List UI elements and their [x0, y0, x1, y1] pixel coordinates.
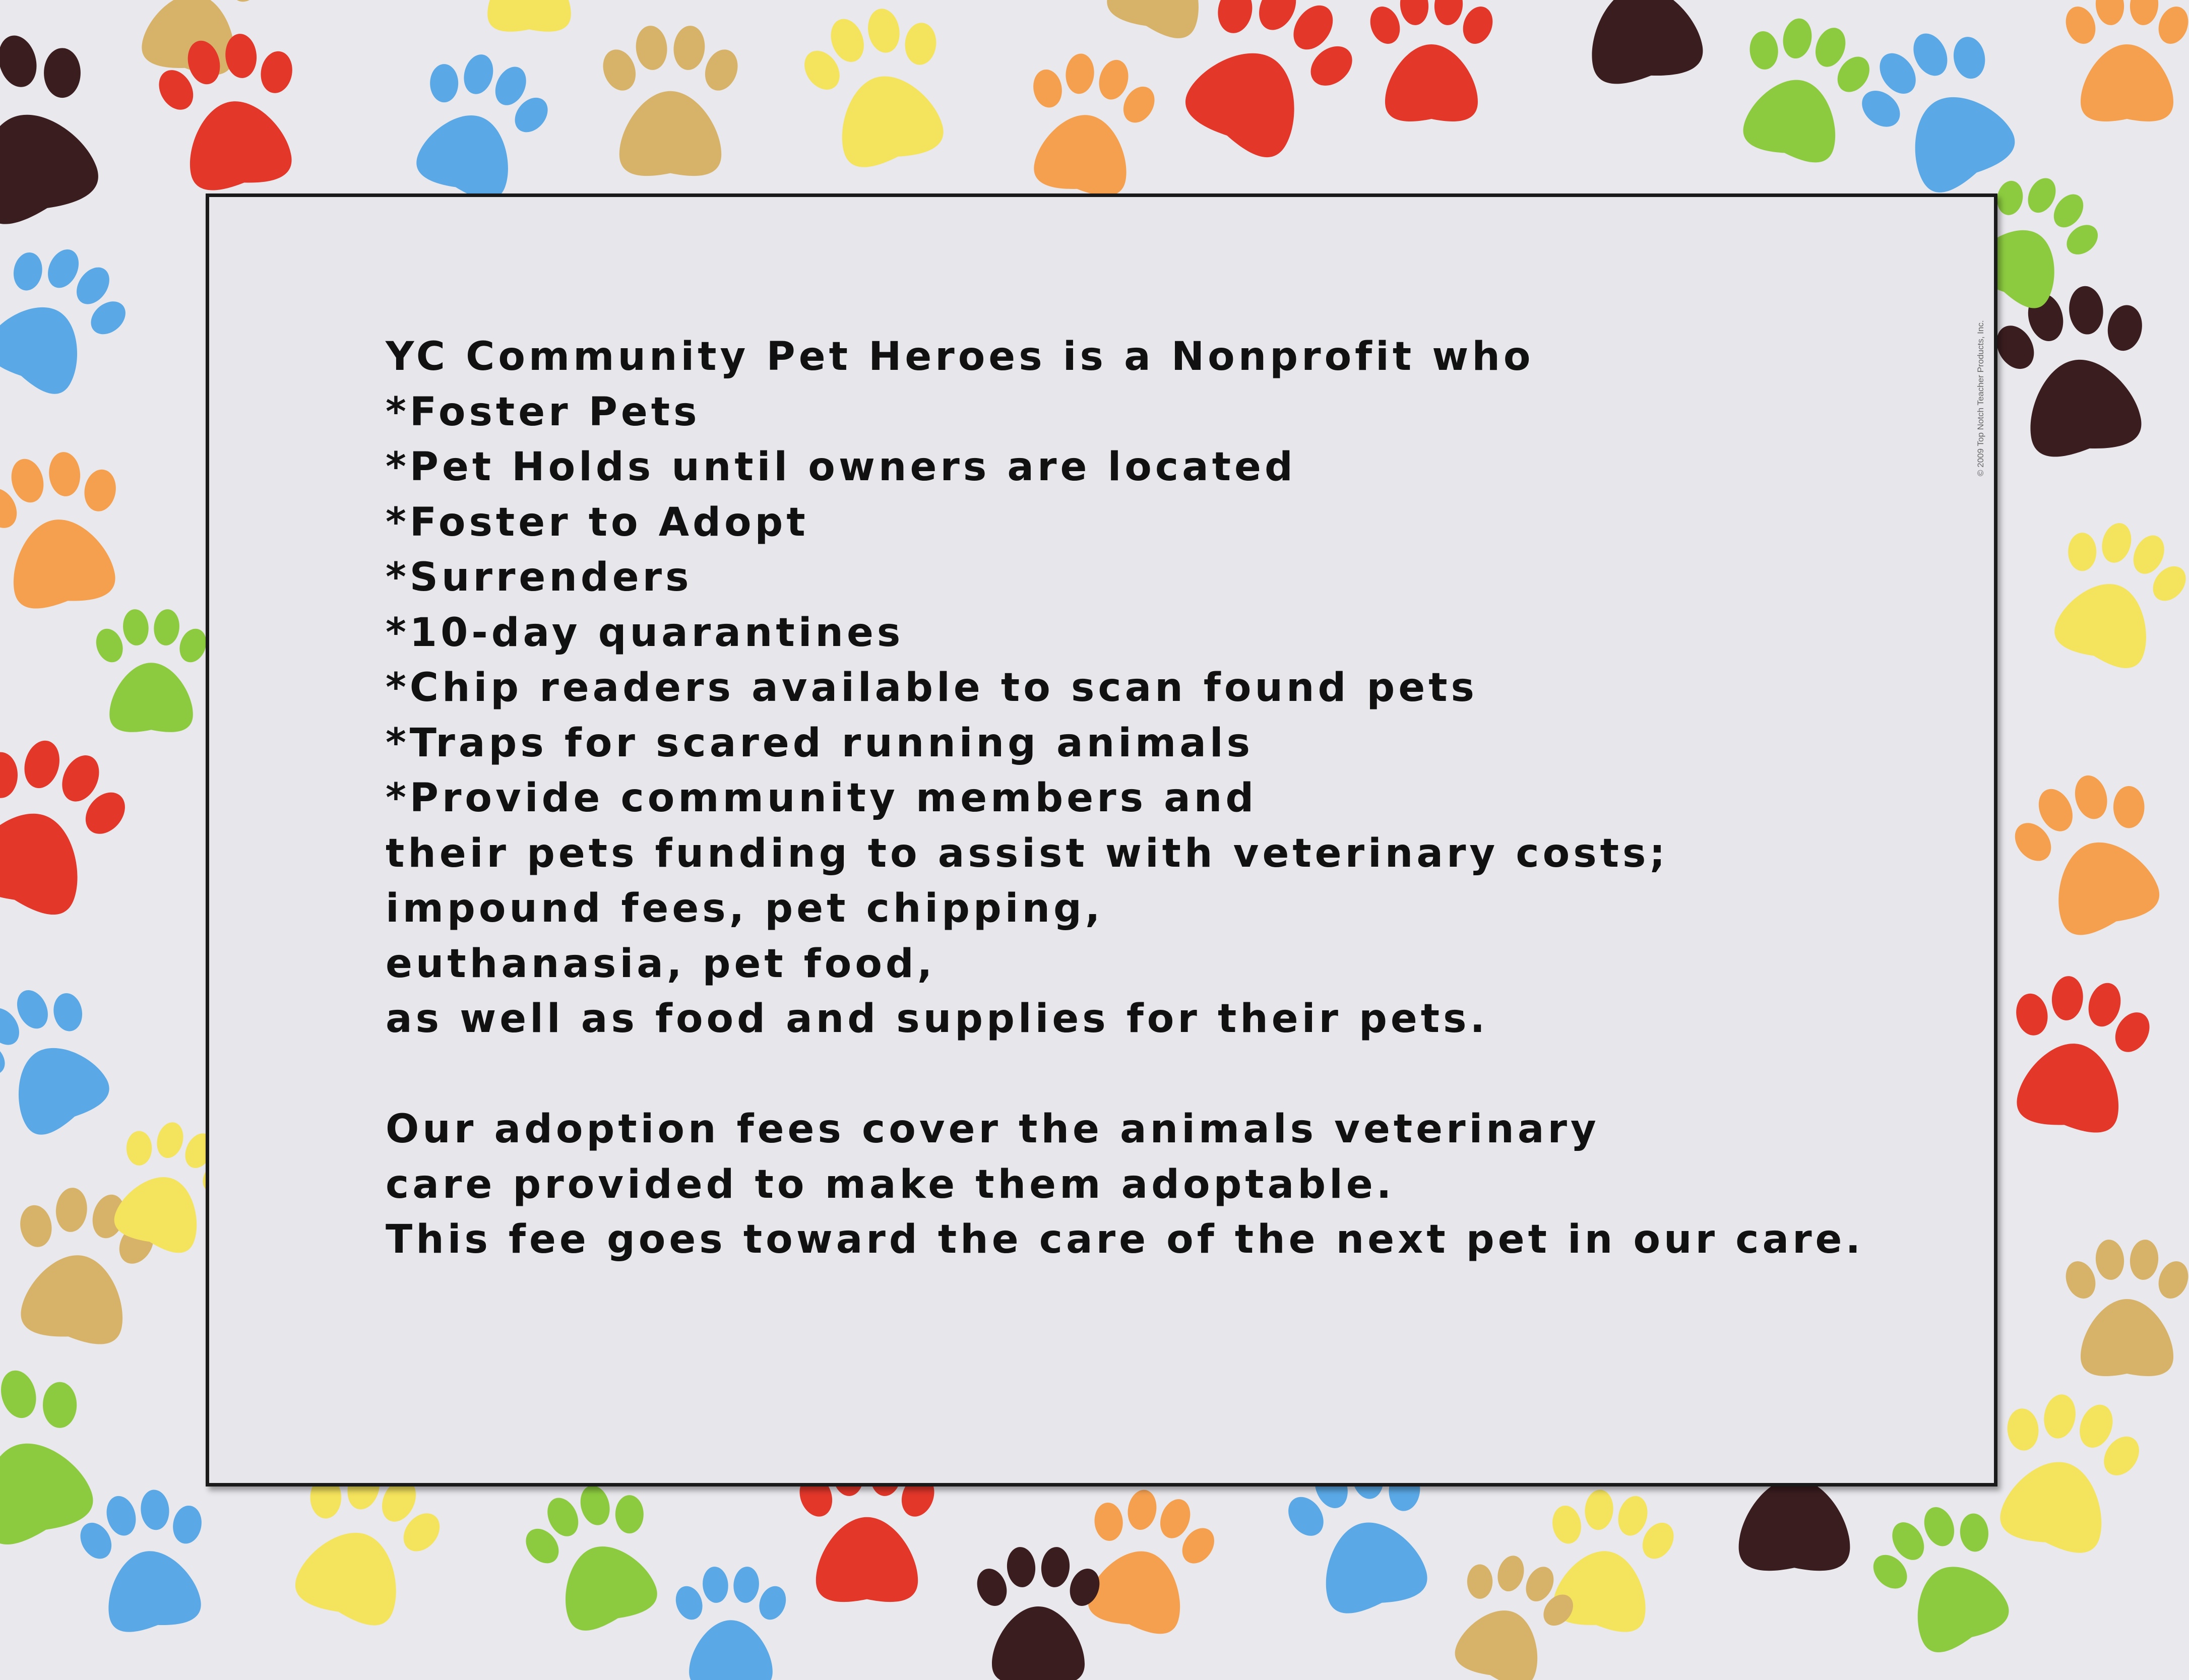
- paw-print: [0, 14, 129, 241]
- paw-print: [1545, 0, 1730, 92]
- paw-print: [1012, 44, 1166, 203]
- paragraph-gap: [386, 1047, 1948, 1103]
- service-item: *Provide community members and: [386, 776, 1258, 821]
- paw-print: [1974, 1380, 2154, 1564]
- paw-print: [1433, 1540, 1588, 1680]
- adoption-fee-line: This fee goes toward the care of the next pet in our care.: [386, 1217, 1864, 1262]
- paw-print: [671, 1566, 790, 1680]
- info-card: [206, 193, 1997, 1487]
- paw-print: [0, 442, 140, 616]
- paw-print: [0, 966, 133, 1152]
- paw-print: [470, 0, 589, 32]
- adoption-fee-line: Our adoption fees cover the animals veterinary: [386, 1107, 1600, 1152]
- paw-print: [1365, 0, 1498, 121]
- copyright-notice: [1966, 214, 1986, 476]
- paw-print: [1720, 5, 1883, 172]
- service-item: *Pet Holds until owners are located: [386, 444, 1296, 490]
- copyright-text: © 2009 Top Notch Teacher Products, Inc.: [1976, 320, 1985, 476]
- service-item-continued: euthanasia, pet food,: [386, 941, 936, 987]
- paw-print: [0, 226, 146, 411]
- paw-print: [1065, 1476, 1228, 1644]
- paw-print: [1997, 757, 2185, 949]
- paw-print: [393, 37, 564, 212]
- paw-print: [598, 24, 743, 176]
- paw-print: [1992, 966, 2162, 1140]
- paw-print: [2061, 1239, 2189, 1376]
- paw-print: [0, 720, 145, 930]
- service-item-continued: their pets funding to assist with veterinary costs;: [386, 830, 1669, 876]
- paw-print: [972, 1546, 1105, 1680]
- adoption-fee-line: care provided to make them adoptable.: [386, 1161, 1395, 1207]
- service-item: *Surrenders: [386, 555, 693, 600]
- service-item: *Traps for scared running animals: [386, 720, 1254, 766]
- service-item: *Foster Pets: [386, 389, 701, 435]
- paw-print: [92, 608, 211, 732]
- paw-print: [510, 1468, 681, 1643]
- headline: YC Community Pet Heroes is a Nonprofit who: [386, 334, 1534, 379]
- service-item-continued: as well as food and supplies for their pets.: [386, 996, 1489, 1042]
- service-item: *Chip readers available to scan found pets: [386, 665, 1478, 710]
- paw-print: [1839, 8, 2041, 212]
- info-text: [386, 330, 1948, 1268]
- paw-print: [2061, 0, 2189, 121]
- paw-print: [1983, 275, 2168, 465]
- paw-print: [2031, 506, 2189, 681]
- service-item: *10-day quarantines: [386, 610, 904, 656]
- paw-print: [789, 0, 969, 178]
- service-item: *Foster to Adopt: [386, 499, 809, 545]
- service-item-continued: impound fees, pet chipping,: [386, 886, 1104, 931]
